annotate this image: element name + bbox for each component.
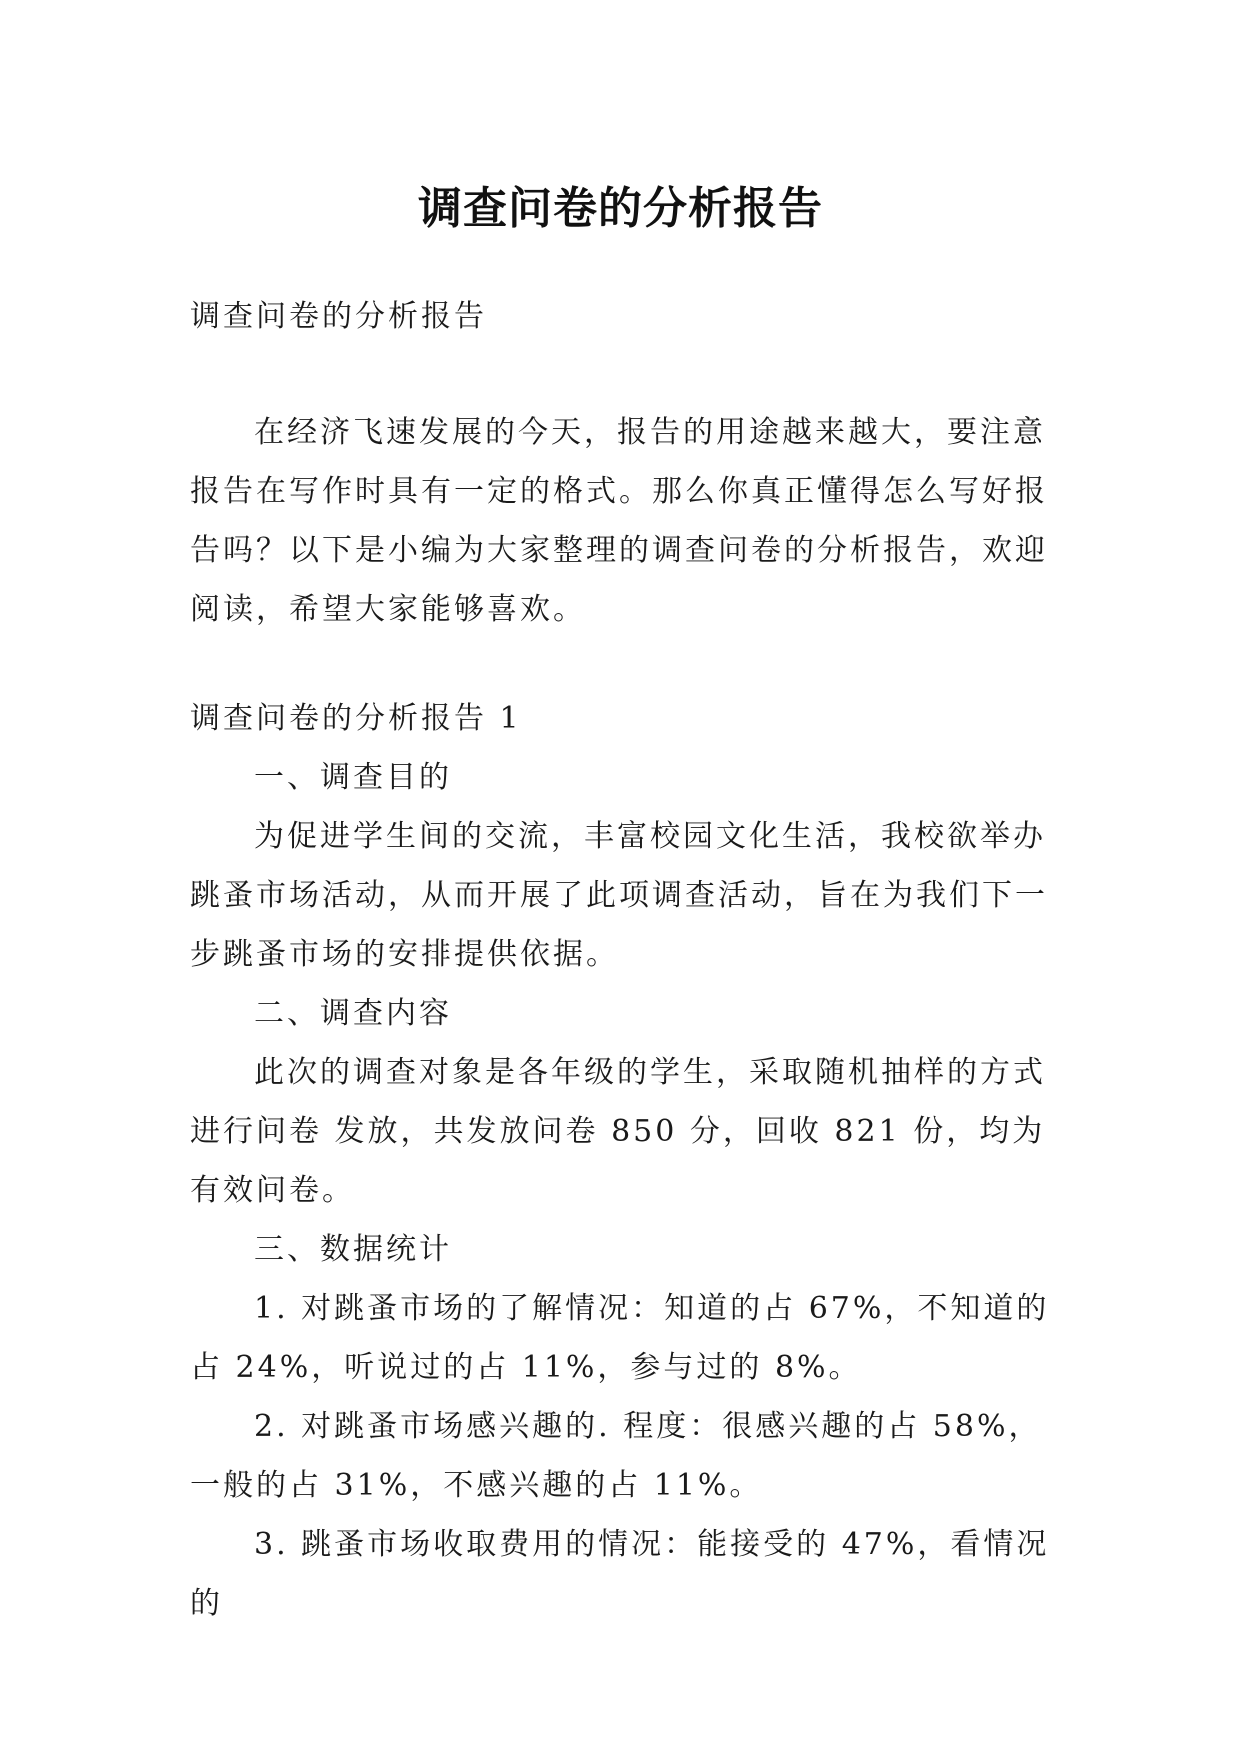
statistics-item-3: 3. 跳蚤市场收取费用的情况：能接受的 47%，看情况的 <box>190 1527 1050 1621</box>
section-heading-content: 二、调查内容 <box>254 996 452 1031</box>
document-title: 调查问卷的分析报告 <box>418 183 823 235</box>
statistics-item-1: 1. 对跳蚤市场的了解情况：知道的占 67%，不知道的占 24%，听说过的占 11%，参与过的 8%。 <box>190 1291 1050 1385</box>
document-subtitle: 调查问卷的分析报告 <box>190 299 487 334</box>
report-heading: 调查问卷的分析报告 1 <box>190 701 522 736</box>
section-heading-statistics: 三、数据统计 <box>254 1232 452 1267</box>
statistics-item-2: 2. 对跳蚤市场感兴趣的. 程度：很感兴趣的占 58%，一般的占 31%，不感兴趣的占 11%。 <box>190 1409 1042 1503</box>
section-heading-purpose: 一、调查目的 <box>254 760 452 795</box>
intro-paragraph: 在经济飞速发展的今天，报告的用途越来越大，要注意报告在写作时具有一定的格式。那么你真正懂得怎么写好报告吗？以下是小编为大家整理的调查问卷的分析报告，欢迎阅读，希望大家能够喜欢。 <box>190 415 1048 627</box>
report-body <box>190 689 1050 1633</box>
content-paragraph: 此次的调查对象是各年级的学生，采取随机抽样的方式进行问卷 发放，共发放问卷 850 分，回收 821 份，均为有效问卷。 <box>190 1055 1046 1208</box>
purpose-paragraph: 为促进学生间的交流，丰富校园文化生活，我校欲举办跳蚤市场活动，从而开展了此项调查活动，旨在为我们下一步跳蚤市场的安排提供依据。 <box>190 819 1048 972</box>
